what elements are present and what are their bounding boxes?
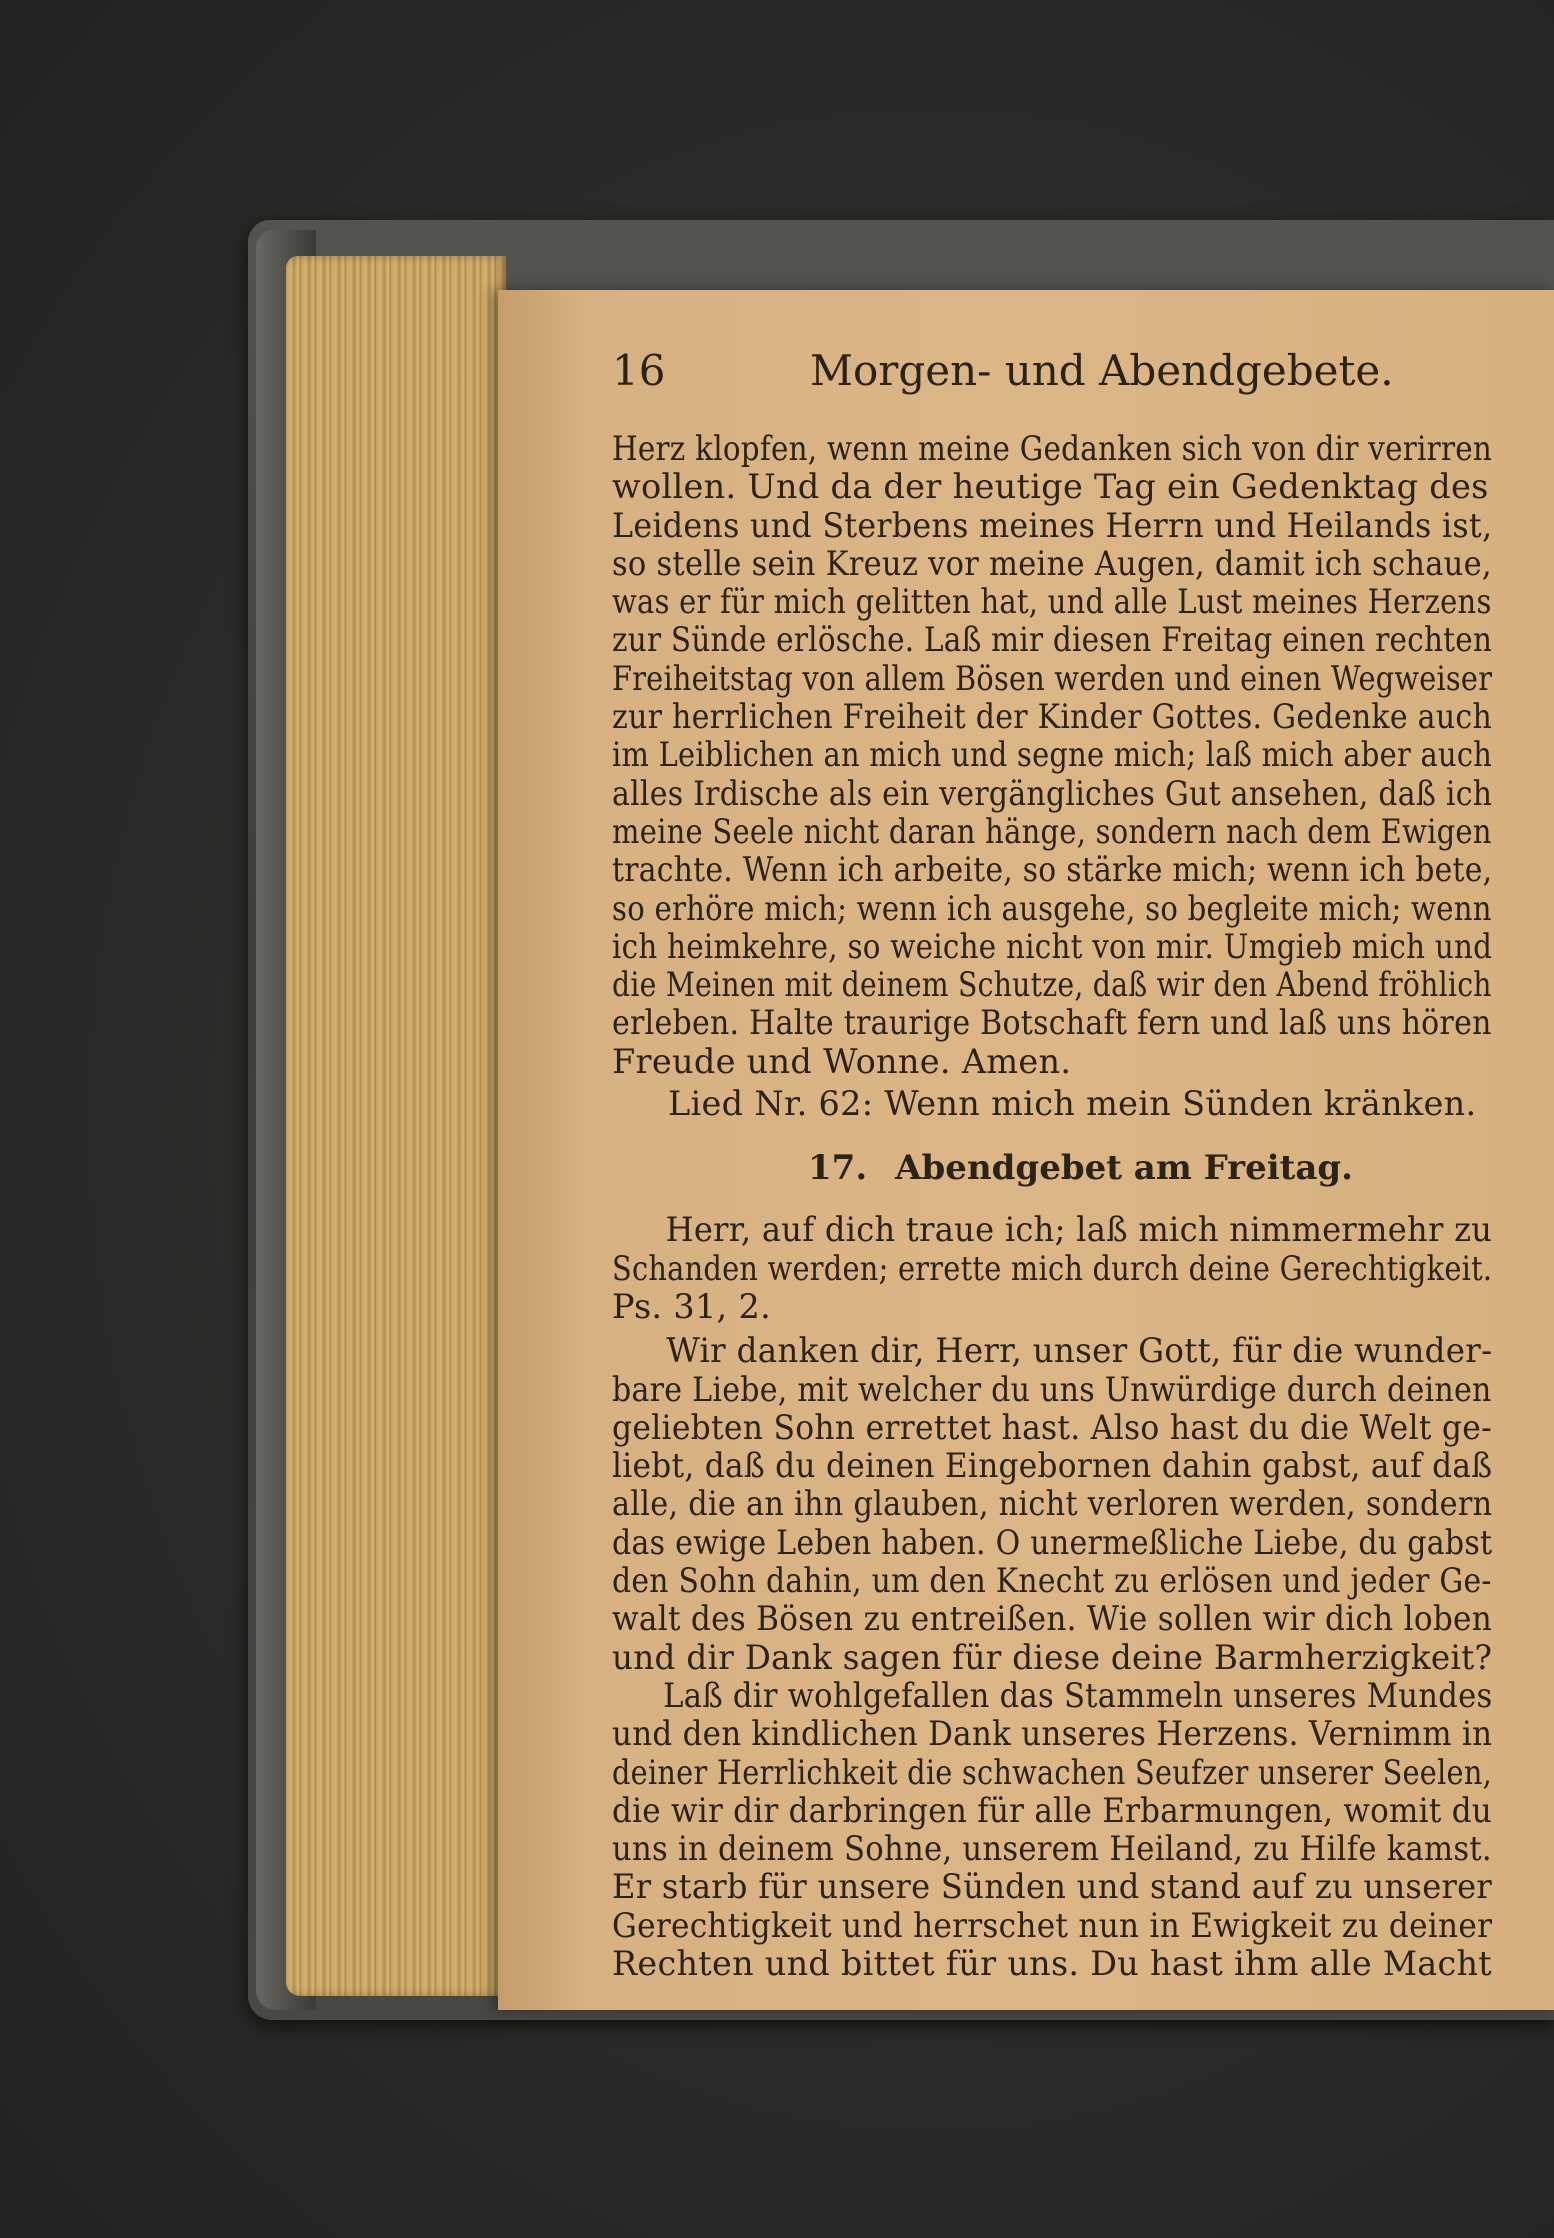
section-number: 17.: [808, 1148, 868, 1189]
gilt-page-edges: [286, 256, 506, 1996]
text-line: Freiheitstag von allem Bösen werden und einen Wegweiser: [612, 658, 1493, 698]
text-line: die wir dir darbringen für alle Erbarmungen, womit du: [612, 1790, 1493, 1830]
text-line: uns in deinem Sohne, unserem Heiland, zu Hilfe kamst.: [612, 1829, 1492, 1869]
text-line: Laß dir wohlgefallen das Stammeln unseres Mundes: [663, 1675, 1493, 1715]
text-line: Leidens und Sterbens meines Herrn und Heilands ist,: [612, 505, 1493, 545]
running-head: [612, 346, 1394, 402]
hymn-reference: Lied Nr. 62: Wenn mich mein Sünden kränken.: [668, 1084, 1477, 1124]
text-line: wollen. Und da der heutige Tag ein Gedenktag des: [612, 467, 1489, 507]
text-line: bare Liebe, mit welcher du uns Unwürdige durch deinen: [612, 1369, 1492, 1409]
section-heading: [612, 1143, 1492, 1193]
text-line: alles Irdische als ein vergängliches Gut ansehen, daß ich: [612, 773, 1493, 813]
text-line: walt des Bösen zu entreißen. Wie sollen wir dich loben: [612, 1599, 1492, 1639]
text-line: und dir Dank sagen für diese deine Barmherzigkeit?: [612, 1637, 1493, 1677]
text-line: deiner Herrlichkeit die schwachen Seufzer unserer Seelen,: [612, 1752, 1493, 1792]
text-line: Rechten und bittet für uns. Du hast ihm alle Macht: [612, 1943, 1493, 1983]
page-number: 16: [612, 346, 666, 395]
page-text: [612, 430, 1492, 1983]
text-line: Schanden werden; errette mich durch deine Gerechtigkeit.: [612, 1248, 1493, 1288]
text-line: so erhöre mich; wenn ich ausgehe, so begleite mich; wenn: [612, 888, 1492, 928]
running-title: Morgen- und Abendgebete.: [810, 346, 1394, 395]
text-line: die Meinen mit deinem Schutze, daß wir den Abend fröhlich: [612, 965, 1492, 1005]
text-line: Freude und Wonne. Amen.: [612, 1041, 1072, 1081]
text-line: Ps. 31, 2.: [612, 1286, 772, 1326]
text-line: und den kindlichen Dank unseres Herzens. Vernimm in: [612, 1714, 1493, 1754]
text-line: das ewige Leben haben. O unermeßliche Liebe, du gabst: [612, 1522, 1493, 1562]
text-line: meine Seele nicht daran hänge, sondern nach dem Ewigen: [612, 811, 1492, 851]
text-line: Herz klopfen, wenn meine Gedanken sich von dir verirren: [612, 429, 1493, 468]
text-line: ich heimkehre, so weiche nicht von mir. Umgieb mich und: [612, 926, 1493, 966]
text-line: liebt, daß du deinen Eingebornen dahin gabst, auf daß: [612, 1446, 1493, 1486]
text-line: den Sohn dahin, um den Knecht zu erlösen und jeder Ge-: [612, 1561, 1492, 1601]
text-line: geliebten Sohn errettet hast. Also hast du die Welt ge-: [612, 1407, 1492, 1447]
text-line: alle, die an ihn glauben, nicht verloren werden, sondern: [612, 1484, 1493, 1524]
text-line: Herr, auf dich traue ich; laß mich nimmermehr zu: [665, 1210, 1493, 1250]
text-line: im Leiblichen an mich und segne mich; laß mich aber auch: [612, 735, 1493, 775]
text-line: trachte. Wenn ich arbeite, so stärke mich; wenn ich bete,: [612, 850, 1493, 890]
text-line: so stelle sein Kreuz vor meine Augen, damit ich schaue,: [612, 543, 1492, 583]
evening-prayer: [612, 1332, 1492, 1983]
text-line: zur herrlichen Freiheit der Kinder Gottes. Gedenke auch: [612, 697, 1493, 737]
text-line: Gerechtigkeit und herrschet nun in Ewigkeit zu deiner: [612, 1905, 1493, 1945]
section-title: Abendgebet am Freitag.: [895, 1148, 1353, 1189]
morning-prayer-end: [612, 430, 1492, 1081]
text-line: erleben. Halte traurige Botschaft fern und laß uns hören: [612, 1003, 1492, 1043]
text-line: Er starb für unsere Sünden und stand auf zu unserer: [612, 1867, 1493, 1907]
text-line: Wir danken dir, Herr, unser Gott, für die wunder-: [666, 1331, 1493, 1371]
psalm-verse: [612, 1211, 1492, 1326]
text-line: zur Sünde erlösche. Laß mir diesen Freitag einen rechten: [612, 620, 1493, 660]
text-line: was er für mich gelitten hat, und alle Lust meines Herzens: [612, 582, 1492, 622]
